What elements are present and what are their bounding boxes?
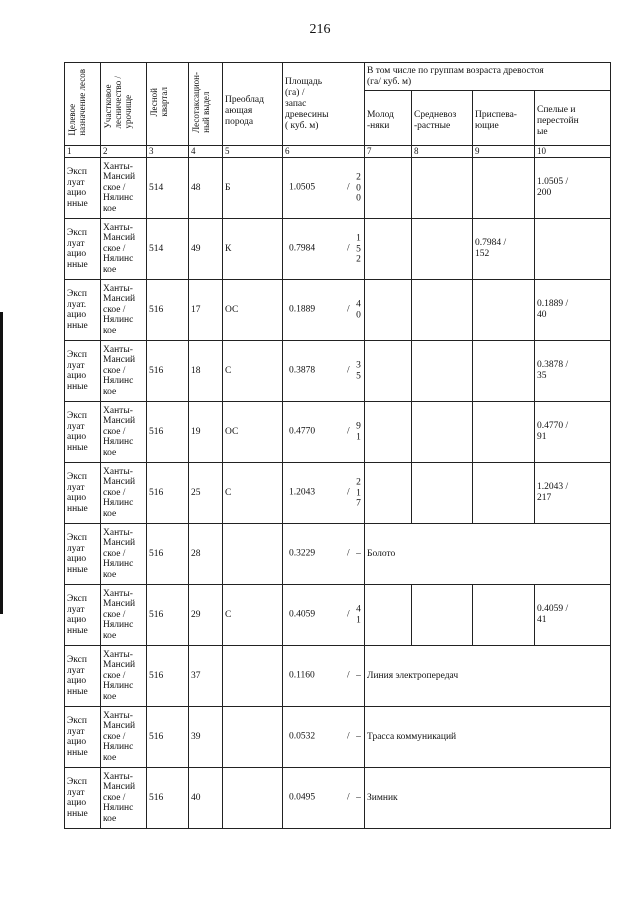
quarter-cell [147, 402, 189, 463]
area-cell [283, 341, 365, 402]
forestry-cell-text: Ханты- Мансий ское / Нялинс кое [103, 771, 136, 824]
column-number: 2 [101, 146, 147, 158]
purpose-cell [65, 646, 101, 707]
quarter-cell-text: 516 [149, 487, 164, 498]
area-value: 0.1889 [289, 304, 316, 315]
ripening-cell [473, 341, 535, 402]
land-category-cell-text: Трасса коммуникаций [367, 731, 457, 742]
section-cell [189, 219, 223, 280]
species-cell [223, 463, 283, 524]
table-row [65, 280, 611, 341]
mature-cell [535, 280, 611, 341]
forestry-cell [101, 219, 147, 280]
mature-cell-text: 1.2043 / 217 [537, 482, 569, 503]
young-cell [365, 585, 412, 646]
table-row [65, 524, 611, 585]
species-cell [223, 158, 283, 219]
page-number: 216 [309, 22, 331, 37]
section-cell-text: 49 [191, 243, 201, 254]
volume-value: 91 [356, 421, 361, 442]
middle-aged-cell [412, 463, 473, 524]
forestry-cell-text: Ханты- Мансий ское / Нялинс кое [103, 649, 136, 702]
land-category-cell-text: Зимник [367, 792, 398, 803]
column-number: 9 [473, 146, 535, 158]
section-cell [189, 707, 223, 768]
land-category-cell [365, 707, 611, 768]
young-cell [365, 280, 412, 341]
quarter-cell [147, 341, 189, 402]
ripening-cell [473, 280, 535, 341]
ripening-cell-text: 0.7984 / 152 [475, 238, 507, 259]
forestry-cell [101, 402, 147, 463]
forestry-cell-text: Ханты- Мансий ское / Нялинс кое [103, 405, 136, 458]
header-mature: Спелые и перестойн ые [535, 91, 611, 146]
purpose-cell [65, 707, 101, 768]
quarter-cell-text: 516 [149, 304, 164, 315]
species-cell-text: К [225, 243, 232, 254]
forestry-cell-text: Ханты- Мансий ское / Нялинс кое [103, 588, 136, 641]
middle-aged-cell [412, 341, 473, 402]
purpose-cell-text: Эксп луат ацио нные [67, 472, 88, 514]
header-section: Лесотаксацион- ный выдел [189, 63, 223, 146]
quarter-cell [147, 768, 189, 829]
header-quarter: Лесной квартал [147, 63, 189, 146]
forestry-cell-text: Ханты- Мансий ское / Нялинс кое [103, 527, 136, 580]
header-area: Площадь (га) / запас древесины ( куб. м) [283, 63, 365, 146]
table-row [65, 707, 611, 768]
section-cell-text: 48 [191, 182, 201, 193]
column-number: 4 [189, 146, 223, 158]
area-cell [283, 707, 365, 768]
table-row [65, 341, 611, 402]
area-cell [283, 402, 365, 463]
land-category-cell [365, 524, 611, 585]
area-value: 1.2043 [289, 487, 316, 498]
area-cell [283, 463, 365, 524]
forestry-cell [101, 158, 147, 219]
area-separator: / [347, 487, 350, 498]
volume-value: – [356, 792, 361, 803]
quarter-cell-text: 516 [149, 548, 164, 559]
land-category-cell [365, 646, 611, 707]
quarter-cell-text: 516 [149, 731, 164, 742]
forestry-cell-text: Ханты- Мансий ское / Нялинс кое [103, 161, 136, 214]
quarter-cell [147, 158, 189, 219]
purpose-cell-text: Эксп луат ацио нные [67, 716, 88, 758]
species-cell [223, 768, 283, 829]
area-value: 0.1160 [289, 670, 315, 681]
mature-cell-text: 0.3878 / 35 [537, 360, 569, 381]
species-cell [223, 646, 283, 707]
ripening-cell [473, 219, 535, 280]
mature-cell-text: 0.1889 / 40 [537, 299, 569, 320]
section-cell-text: 17 [191, 304, 201, 315]
species-cell [223, 402, 283, 463]
quarter-cell [147, 280, 189, 341]
young-cell [365, 219, 412, 280]
volume-value: 35 [356, 360, 361, 381]
area-separator: / [347, 243, 350, 254]
forestry-cell [101, 280, 147, 341]
area-cell [283, 646, 365, 707]
species-cell-text: ОС [225, 426, 239, 437]
young-cell [365, 463, 412, 524]
forestry-cell [101, 707, 147, 768]
young-cell [365, 158, 412, 219]
land-category-cell-text: Болото [367, 548, 396, 559]
table-row [65, 158, 611, 219]
forestry-cell [101, 646, 147, 707]
section-cell-text: 29 [191, 609, 201, 620]
quarter-cell [147, 707, 189, 768]
species-cell [223, 707, 283, 768]
section-cell-text: 39 [191, 731, 201, 742]
species-cell-text: Б [225, 182, 231, 193]
forestry-cell [101, 341, 147, 402]
species-cell-text: С [225, 609, 232, 620]
section-cell-text: 28 [191, 548, 201, 559]
species-cell-text: С [225, 487, 232, 498]
column-number: 6 [283, 146, 365, 158]
column-number: 10 [535, 146, 611, 158]
header-purpose: Целевое назначение лесов [65, 63, 101, 146]
forestry-cell-text: Ханты- Мансий ское / Нялинс кое [103, 710, 136, 763]
middle-aged-cell [412, 402, 473, 463]
section-cell-text: 19 [191, 426, 201, 437]
section-cell-text: 40 [191, 792, 201, 803]
section-cell [189, 524, 223, 585]
section-cell [189, 463, 223, 524]
area-separator: / [347, 792, 350, 803]
middle-aged-cell [412, 280, 473, 341]
middle-aged-cell [412, 585, 473, 646]
column-number: 7 [365, 146, 412, 158]
forestry-cell [101, 768, 147, 829]
purpose-cell-text: Эксп луат ацио нные [67, 655, 88, 697]
purpose-cell-text: Эксп луат ацио нные [67, 411, 88, 453]
section-cell [189, 646, 223, 707]
forestry-cell [101, 524, 147, 585]
ripening-cell [473, 158, 535, 219]
area-value: 0.4059 [289, 609, 316, 620]
purpose-cell [65, 219, 101, 280]
mature-cell-text: 0.4770 / 91 [537, 421, 569, 442]
mature-cell [535, 585, 611, 646]
middle-aged-cell [412, 219, 473, 280]
volume-value: – [356, 731, 361, 742]
area-cell [283, 280, 365, 341]
column-number-row [65, 146, 611, 158]
purpose-cell [65, 158, 101, 219]
forestry-cell [101, 585, 147, 646]
header-species: Преоблад ающая порода [223, 63, 283, 146]
column-number: 3 [147, 146, 189, 158]
area-separator: / [347, 182, 350, 193]
area-cell [283, 158, 365, 219]
land-category-cell [365, 768, 611, 829]
purpose-cell [65, 280, 101, 341]
area-separator: / [347, 731, 350, 742]
area-value: 0.3229 [289, 548, 316, 559]
table-row [65, 646, 611, 707]
quarter-cell [147, 219, 189, 280]
forestry-cell-text: Ханты- Мансий ское / Нялинс кое [103, 283, 136, 336]
forest-table [64, 62, 611, 829]
volume-value: – [356, 548, 361, 559]
quarter-cell-text: 516 [149, 426, 164, 437]
quarter-cell [147, 585, 189, 646]
forestry-cell-text: Ханты- Мансий ское / Нялинс кое [103, 344, 136, 397]
area-cell [283, 768, 365, 829]
purpose-cell-text: Эксп луат ацио нные [67, 777, 88, 819]
section-cell-text: 25 [191, 487, 201, 498]
purpose-cell-text: Эксп луат ацио нные [67, 167, 88, 209]
purpose-cell [65, 524, 101, 585]
ripening-cell [473, 585, 535, 646]
area-separator: / [347, 609, 350, 620]
column-number: 8 [412, 146, 473, 158]
quarter-cell-text: 516 [149, 365, 164, 376]
ripening-cell [473, 402, 535, 463]
purpose-cell [65, 768, 101, 829]
quarter-cell-text: 516 [149, 609, 164, 620]
volume-value: 217 [356, 477, 361, 509]
purpose-cell [65, 402, 101, 463]
quarter-cell [147, 463, 189, 524]
species-cell [223, 524, 283, 585]
land-category-cell-text: Линия электропередач [367, 670, 459, 681]
section-cell [189, 280, 223, 341]
area-cell [283, 219, 365, 280]
quarter-cell-text: 514 [149, 243, 164, 254]
young-cell [365, 341, 412, 402]
section-cell-text: 37 [191, 670, 201, 681]
area-separator: / [347, 426, 350, 437]
area-value: 1.0505 [289, 182, 316, 193]
area-separator: / [347, 548, 350, 559]
area-separator: / [347, 304, 350, 315]
quarter-cell-text: 514 [149, 182, 164, 193]
header-row-1 [65, 63, 611, 91]
area-value: 0.0495 [289, 792, 316, 803]
forestry-cell-text: Ханты- Мансий ское / Нялинс кое [103, 466, 136, 519]
scan-margin-mark [0, 312, 3, 614]
table-row [65, 768, 611, 829]
purpose-cell-text: Эксп луат. ацио нные [67, 289, 88, 331]
section-cell [189, 585, 223, 646]
table-row [65, 585, 611, 646]
quarter-cell-text: 516 [149, 792, 164, 803]
forestry-cell-text: Ханты- Мансий ское / Нялинс кое [103, 222, 136, 275]
column-number: 5 [223, 146, 283, 158]
area-cell [283, 524, 365, 585]
header-forestry: Участковое лесничество / урочище [101, 63, 147, 146]
species-cell [223, 280, 283, 341]
volume-value: 41 [356, 604, 361, 625]
mature-cell [535, 219, 611, 280]
forestry-cell [101, 463, 147, 524]
quarter-cell-text: 516 [149, 670, 164, 681]
volume-value: 200 [356, 172, 361, 204]
mature-cell [535, 158, 611, 219]
table-row [65, 219, 611, 280]
section-cell [189, 341, 223, 402]
species-cell-text: ОС [225, 304, 239, 315]
purpose-cell-text: Эксп луат ацио нные [67, 533, 88, 575]
mature-cell-text: 1.0505 / 200 [537, 177, 569, 198]
purpose-cell-text: Эксп луат ацио нные [67, 228, 88, 270]
purpose-cell [65, 463, 101, 524]
volume-value: 152 [356, 233, 361, 265]
header-middle-aged: Средневоз -растные [412, 91, 473, 146]
section-cell [189, 768, 223, 829]
table-body [65, 158, 611, 829]
species-cell [223, 585, 283, 646]
header-ripening: Приспева- ющие [473, 91, 535, 146]
young-cell [365, 402, 412, 463]
area-cell [283, 585, 365, 646]
table-row [65, 463, 611, 524]
area-value: 0.0532 [289, 731, 316, 742]
middle-aged-cell [412, 158, 473, 219]
column-number: 1 [65, 146, 101, 158]
area-separator: / [347, 365, 350, 376]
quarter-cell [147, 524, 189, 585]
header-age-groups: В том числе по группам возраста древостоя (га/ куб. м) [365, 63, 611, 91]
area-separator: / [347, 670, 350, 681]
species-cell [223, 219, 283, 280]
ripening-cell [473, 463, 535, 524]
area-value: 0.7984 [289, 243, 316, 254]
quarter-cell [147, 646, 189, 707]
section-cell-text: 18 [191, 365, 201, 376]
purpose-cell-text: Эксп луат ацио нные [67, 594, 88, 636]
header-young: Молод -няки [365, 91, 412, 146]
purpose-cell-text: Эксп луат ацио нные [67, 350, 88, 392]
mature-cell [535, 341, 611, 402]
purpose-cell [65, 341, 101, 402]
volume-value: – [356, 670, 361, 681]
species-cell [223, 341, 283, 402]
area-value: 0.3878 [289, 365, 316, 376]
table-row [65, 402, 611, 463]
species-cell-text: С [225, 365, 232, 376]
purpose-cell [65, 585, 101, 646]
section-cell [189, 158, 223, 219]
volume-value: 40 [356, 299, 361, 320]
mature-cell-text: 0.4059 / 41 [537, 604, 569, 625]
mature-cell [535, 402, 611, 463]
mature-cell [535, 463, 611, 524]
area-value: 0.4770 [289, 426, 316, 437]
section-cell [189, 402, 223, 463]
